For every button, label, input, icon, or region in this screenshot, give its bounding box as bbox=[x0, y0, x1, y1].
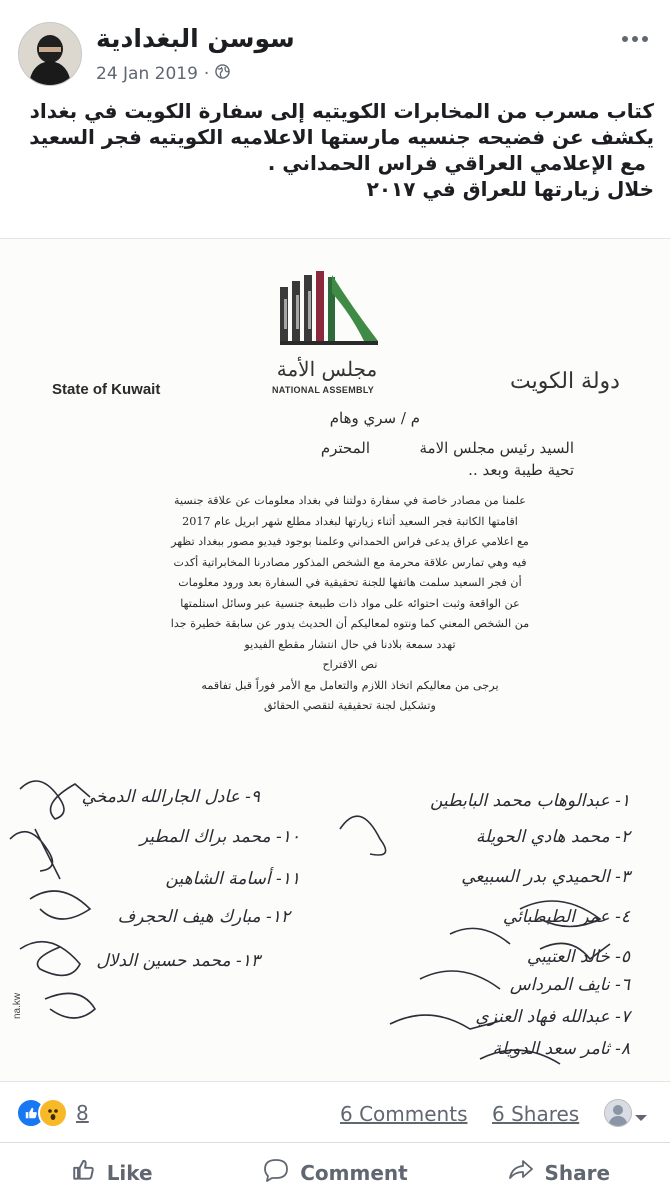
signature-entry: ١٣- محمد حسين الدلال bbox=[96, 951, 260, 971]
post-photo[interactable] bbox=[0, 238, 670, 1082]
like-button[interactable] bbox=[0, 1146, 223, 1199]
reaction-count[interactable]: 8 bbox=[76, 1101, 89, 1125]
doc-reference: م / سري وهام bbox=[329, 409, 420, 427]
post-text-line: مع الإعلامي العراقي فراس الحمداني . bbox=[267, 151, 646, 175]
signature-entry: ١٠- محمد براك المطير bbox=[139, 827, 300, 847]
doc-body-line: وتشكيل لجنة تحقيقية لتقصي الحقائق bbox=[264, 699, 436, 712]
signature-entry: ٦- نايف المرداس bbox=[509, 975, 630, 995]
doc-body-line: تهدد سمعة بلادنا في حال انتشار مقطع الفيديو bbox=[244, 637, 456, 651]
doc-body bbox=[60, 491, 640, 717]
doc-body-line: فيه وهي تمارس علاقة محرمة مع الشخص المذكور مصادرنا المخابراتية أكدت bbox=[173, 555, 527, 569]
post-text-line: يكشف عن فضيحه جنسيه مارستها الاعلاميه الكويتيه فجر السعيد bbox=[29, 125, 654, 149]
post-meta bbox=[96, 64, 230, 84]
doc-body-line: اقامتها الكاتبة فجر السعيد أثناء زيارتها لبغداد مطلع شهر ابريل عام 2017 bbox=[182, 514, 518, 528]
post-text bbox=[0, 98, 670, 202]
post-header bbox=[0, 0, 670, 95]
signature-entry: ٣- الحميدي بدر السبيعي bbox=[461, 867, 630, 887]
author-name[interactable]: سوسن البغدادية bbox=[96, 24, 295, 53]
assembly-name-english: NATIONAL ASSEMBLY bbox=[272, 385, 375, 395]
national-assembly-logo bbox=[272, 267, 382, 351]
comment-label: Comment bbox=[300, 1160, 408, 1185]
like-label: Like bbox=[106, 1160, 153, 1185]
doc-body-line: مع اعلامي عراق يدعى فراس الحمداني وعلمنا بوجود فيديو مصور ببغداد تظهر bbox=[171, 535, 529, 548]
signature-entry: ٢- محمد هادي الحويلة bbox=[475, 827, 630, 847]
signature-entry: ١٢- مبارك هيف الحجرف bbox=[117, 907, 290, 927]
doc-greeting: تحية طيبة وبعد .. bbox=[468, 461, 574, 479]
meta-separator: · bbox=[203, 64, 210, 84]
signature-entry: ١١- أسامة الشاهين bbox=[165, 869, 300, 889]
shares-count-link[interactable]: 6 Shares bbox=[492, 1102, 580, 1126]
doc-honorific: المحترم bbox=[320, 439, 370, 457]
share-arrow-icon bbox=[507, 1158, 535, 1187]
share-button[interactable] bbox=[447, 1146, 670, 1199]
post-date[interactable]: 24 Jan 2019 bbox=[96, 64, 198, 84]
globe-icon bbox=[215, 64, 230, 84]
comments-count-link[interactable]: 6 Comments bbox=[340, 1102, 468, 1126]
doc-body-line: علمنا من مصادر خاصة في سفارة دولتنا في بغداد معلومات عن علاقة جنسية bbox=[174, 494, 526, 507]
doc-body-line: يرجى من معاليكم اتخاذ اللازم والتعامل مع الأمر فوراً قبل تفاقمه bbox=[201, 678, 499, 692]
state-of-kuwait-english: State of Kuwait bbox=[52, 381, 161, 398]
thumbs-up-icon bbox=[71, 1157, 97, 1188]
signature-scribbles bbox=[0, 759, 670, 1079]
doc-body-line: أن فجر السعيد سلمت هاتفها للجنة تحقيقية في السفارة بعد ورود معلومات bbox=[178, 576, 522, 589]
viewer-avatar[interactable] bbox=[604, 1099, 632, 1127]
share-label: Share bbox=[544, 1160, 611, 1185]
comment-bubble-icon bbox=[262, 1157, 290, 1188]
chevron-down-icon[interactable] bbox=[634, 1108, 648, 1127]
avatar[interactable] bbox=[18, 22, 82, 86]
comment-button[interactable] bbox=[223, 1146, 446, 1199]
post-stats bbox=[0, 1082, 670, 1143]
signature-entry: ٧- عبدالله فهاد العنزي bbox=[475, 1007, 630, 1027]
doc-body-line: نص الاقتراح bbox=[322, 658, 378, 671]
reactions-summary[interactable] bbox=[16, 1098, 89, 1128]
signature-entry: ٩- عادل الجارالله الدمخي bbox=[81, 787, 260, 807]
more-options-icon[interactable] bbox=[622, 34, 654, 44]
doc-body-line: عن الواقعة وثبت احتوائه على مواد ذات طبيعة جنسية عبر وسائل استلمتها bbox=[180, 596, 520, 610]
doc-addressee: السيد رئيس مجلس الامة bbox=[419, 439, 574, 457]
signature-entry: ١- عبدالوهاب محمد البابطين bbox=[430, 791, 630, 811]
post-text-line: كتاب مسرب من المخابرات الكويتيه إلى سفارة الكويت في بغداد bbox=[29, 99, 654, 123]
doc-body-line: من الشخص المعني كما ونتوه لمعاليكم أن الحديث يدور عن سابقة خطيرة جدا bbox=[170, 617, 530, 630]
post-text-line: خلال زيارتها للعراق في ٢٠١٧ bbox=[366, 177, 654, 201]
signature-entry: ٤- عمر الطبطبائي bbox=[502, 907, 630, 927]
signature-entry: ٥- خالد العتيبي bbox=[526, 947, 630, 967]
signature-entry: ٨- ثامر سعد الدويلة bbox=[492, 1039, 630, 1059]
document-watermark: na.kw bbox=[12, 992, 23, 1019]
assembly-name-arabic: مجلس الأمة bbox=[276, 357, 378, 381]
post-actions bbox=[0, 1146, 670, 1199]
wow-reaction-icon bbox=[38, 1098, 68, 1128]
state-of-kuwait-arabic: دولة الكويت bbox=[510, 369, 620, 394]
